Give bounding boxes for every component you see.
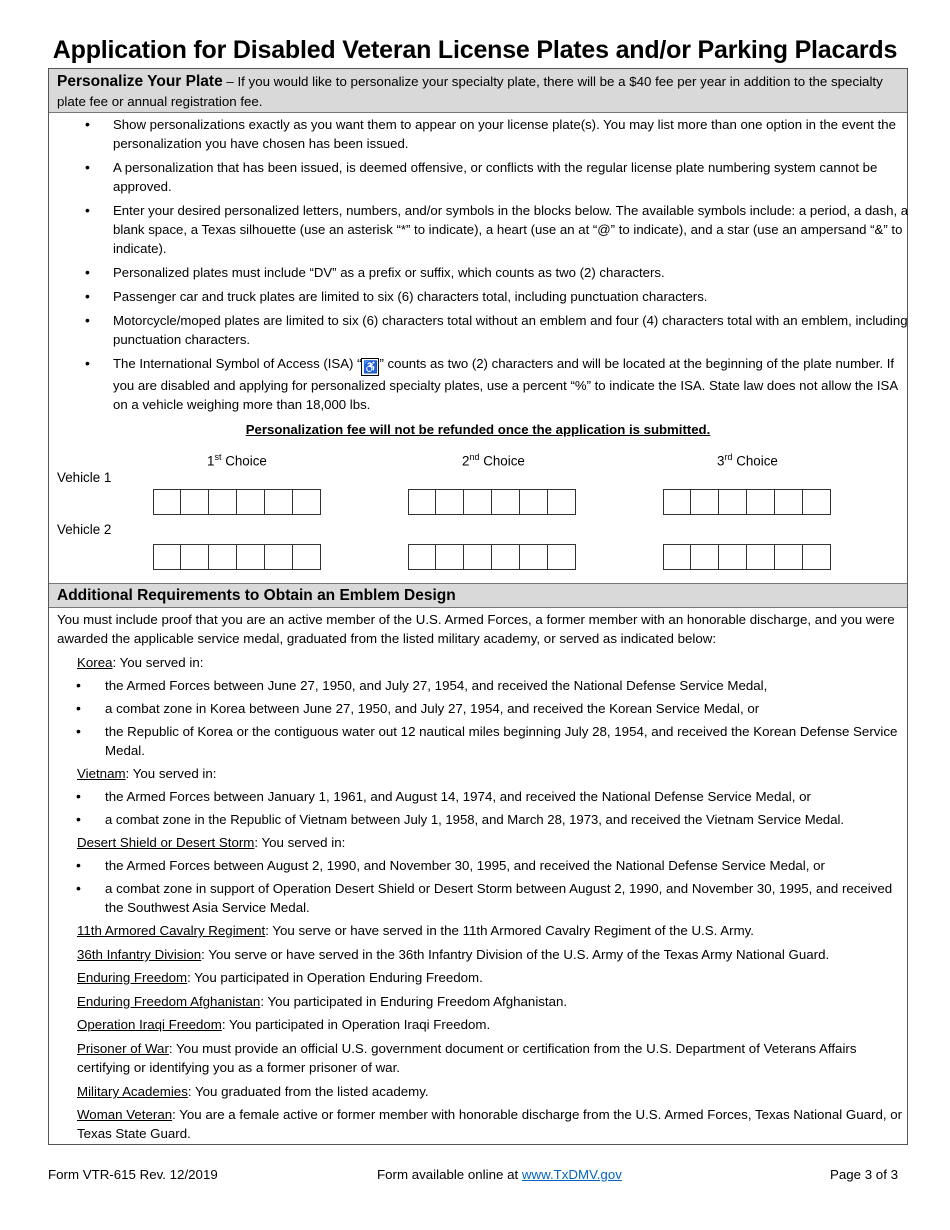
personalize-heading: Personalize Your Plate (57, 73, 223, 90)
vehicle-2-label: Vehicle 2 (57, 522, 112, 537)
list-item: • A personalization that has been issued, is deemed offensive, or conflicts with the regular license plate numbering system cannot be approved. (79, 158, 909, 196)
choice-3-label: 3rd Choice (717, 452, 778, 469)
emblem-item-36th-infantry: 36th Infantry Division: You serve or have served in the 36th Infantry Division of the U.S. Army of the Texas Army National Guard. (77, 947, 830, 962)
footer-form-id: Form VTR-615 Rev. 12/2019 (48, 1167, 218, 1182)
footer-page-number: Page 3 of 3 (829, 1167, 898, 1182)
list-item: • the Armed Forces between January 1, 1961, and August 14, 1974, and received the National Defense Service Medal, or (49, 787, 907, 806)
korea-list (49, 676, 907, 760)
personalize-heading-text: – If you would like to personalize your specialty plate, there will be a $40 fee per year in addition to the specialty plate fee or annual registration fee. (57, 74, 883, 109)
list-item: • Show personalizations exactly as you want them to appear on your license plate(s). You may list more than one option in the event the personalization you have chosen has been issued. (79, 115, 909, 153)
emblem-heading: Additional Requirements to Obtain an Emblem Design (49, 583, 907, 608)
wheelchair-icon: ♿ (363, 360, 378, 374)
emblem-item-prisoner-of-war: Prisoner of War: You must provide an official U.S. government document or certification from the U.S. Department of Veterans Affairs certifying or identifying you as a former prisoner of war. (77, 1041, 857, 1075)
choice-2-label: 2nd Choice (462, 452, 525, 469)
emblem-item-enduring-freedom-afghanistan: Enduring Freedom Afghanistan: You participated in Enduring Freedom Afghanistan. (77, 994, 568, 1009)
emblem-item-iraqi-freedom: Operation Iraqi Freedom: You participated in Operation Iraqi Freedom. (77, 1017, 491, 1032)
list-item: • The International Symbol of Access (ISA) “ ♿ ” counts as two (2) characters and will be located at the beginning of the plate number. If you are disabled and applying for personalized specialty plates, use a percent “%” to indicate the ISA. State law does not allow the ISA on a vehicle weighing more than 18,000 lbs. (79, 354, 909, 414)
personalize-header (49, 69, 907, 113)
vehicle-2-choice-2-boxes[interactable] (408, 544, 576, 570)
list-item: • Passenger car and truck plates are limited to six (6) characters total, including punctuation characters. (79, 287, 909, 306)
refund-note: Personalization fee will not be refunded once the application is submitted. (245, 422, 711, 437)
vehicle-1-label: Vehicle 1 (57, 470, 112, 485)
vehicle-1-choice-2-boxes[interactable] (408, 489, 576, 515)
vehicle-2-choice-1-boxes[interactable] (153, 544, 321, 570)
list-item: • Motorcycle/moped plates are limited to six (6) characters total without an emblem and four (4) characters total with an emblem, including punctuation characters. (79, 311, 909, 349)
list-item: • the Republic of Korea or the contiguous water out 12 nautical miles beginning July 28, 1954, and received the Korean Defense Service Medal. (49, 722, 907, 760)
vietnam-list (49, 787, 907, 829)
vietnam-heading: Vietnam: You served in: (77, 766, 217, 781)
desert-list (49, 856, 907, 917)
txdmv-link[interactable]: www.TxDMV.gov (521, 1167, 622, 1182)
emblem-item-woman-veteran: Woman Veteran: You are a female active or former member with honorable discharge from the U.S. Armed Forces, Texas National Guard, or Texas State Guard. (77, 1107, 903, 1141)
korea-heading: Korea: You served in: (77, 655, 204, 670)
list-item: • the Armed Forces between June 27, 1950, and July 27, 1954, and received the National Defense Service Medal, (49, 676, 907, 695)
footer-availability: Form available online at www.TxDMV.gov (377, 1167, 622, 1182)
list-item: • a combat zone in Korea between June 27, 1950, and July 27, 1954, and received the Korean Service Medal, or (49, 699, 907, 718)
emblem-item-military-academies: Military Academies: You graduated from the listed academy. (77, 1084, 429, 1099)
emblem-item-enduring-freedom: Enduring Freedom: You participated in Operation Enduring Freedom. (77, 970, 483, 985)
vehicle-1-choice-1-boxes[interactable] (153, 489, 321, 515)
emblem-intro: You must include proof that you are an active member of the U.S. Armed Forces, a former member with an honorable discharge, and you were awarded the applicable service medal, graduated from the listed military academy, or served as indicated below: (57, 612, 895, 646)
emblem-item-11th-armored: 11th Armored Cavalry Regiment: You serve or have served in the 11th Armored Cavalry Regiment of the U.S. Army. (77, 923, 754, 938)
list-item: • a combat zone in the Republic of Vietnam between July 1, 1958, and March 28, 1973, and received the Vietnam Service Medal. (49, 810, 907, 829)
form-frame (48, 68, 908, 1145)
list-item: • Enter your desired personalized letters, numbers, and/or symbols in the blocks below. The available symbols include: a period, a dash, a blank space, a Texas silhouette (use an asterisk “*” to indicate), a heart (use an at “@” to indicate), and a star (use an ampersand “&” to indicate). (79, 201, 909, 258)
list-item: • the Armed Forces between August 2, 1990, and November 30, 1995, and received the National Defense Service Medal, or (49, 856, 907, 875)
list-item: • Personalized plates must include “DV” as a prefix or suffix, which counts as two (2) characters. (79, 263, 909, 282)
personalize-bullet-list (79, 115, 909, 419)
vehicle-1-choice-3-boxes[interactable] (663, 489, 831, 515)
vehicle-2-choice-3-boxes[interactable] (663, 544, 831, 570)
page-title: Application for Disabled Veteran License Plates and/or Parking Placards (52, 36, 898, 64)
desert-heading: Desert Shield or Desert Storm: You served in: (77, 835, 346, 850)
list-item: • a combat zone in support of Operation Desert Shield or Desert Storm between August 2, 1990, and November 30, 1995, and received the Southwest Asia Service Medal. (49, 879, 907, 917)
choice-1-label: 1st Choice (207, 452, 267, 469)
